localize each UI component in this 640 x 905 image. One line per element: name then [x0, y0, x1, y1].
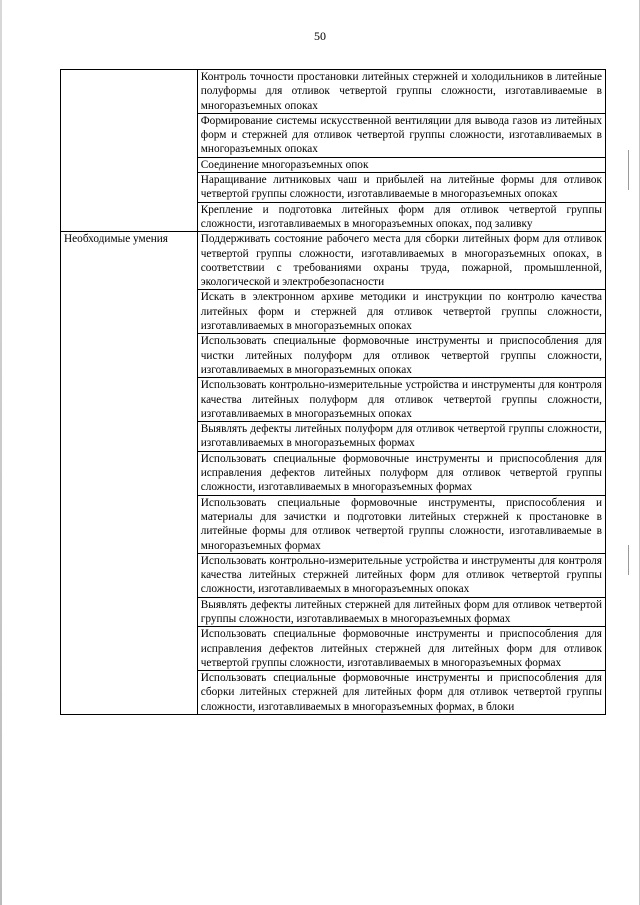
requirement-text: Использовать специальные формовочные инструменты и приспособления для исправления дефектов литейных стержней для литейных форм для отливок четвертой группы сложности, изготавливаемых в многоразъемных формах: [197, 627, 605, 671]
requirement-text: Искать в электронном архиве методики и инструкции по контролю качества литейных форм и стержней для отливок четвертой группы сложности, изготавливаемых в многоразъемных опоках: [197, 290, 605, 334]
requirement-text: Поддерживать состояние рабочего места для сборки литейных форм для отливок четвертой группы сложности, изготавливаемых в многоразъемных опоках, в соответствии с требованиями охраны труда, пожарной, промышленной, экологической и электробезопасности: [197, 232, 605, 290]
requirement-text: Использовать контрольно-измерительные устройства и инструменты для контроля качества литейных стержней литейных форм для отливок четвертой группы сложности, изготавливаемых в многоразъемных опоках: [197, 553, 605, 597]
table-row: [61, 70, 606, 114]
requirement-text: Использовать специальные формовочные инструменты и приспособления для чистки литейных полуформ для отливок четвертой группы сложности, изготавливаемых в многоразъемных опоках: [197, 334, 605, 378]
table-row: [61, 232, 606, 290]
requirement-text: Наращивание литниковых чаш и прибылей на литейные формы для отливок четвертой группы сложности, изготавливаемые в многоразъемных опоках: [197, 173, 605, 203]
requirement-text: Соединение многоразъемных опок: [197, 157, 605, 172]
requirement-text: Контроль точности простановки литейных стержней и холодильников в литейные полуформы для отливок четвертой группы сложности, изготавливаемые в многоразъемных опоках: [197, 70, 605, 114]
page-number: 50: [314, 29, 326, 43]
requirement-text: Использовать контрольно-измерительные устройства и инструменты для контроля качества литейных полуформ для отливок четвертой группы сложности, изготавливаемых в многоразъемных опоках: [197, 378, 605, 422]
section-label: Необходимые умения: [61, 232, 198, 715]
requirement-text: Крепление и подготовка литейных форм для отливок четвертой группы сложности, изготавливаемых в многоразъемных опоках, под заливку: [197, 202, 605, 232]
scan-edge-left: [0, 0, 2, 905]
scan-mark: [628, 545, 629, 575]
requirement-text: Использовать специальные формовочные инструменты и приспособления для сборки литейных стержней для литейных форм для отливок четвертой группы сложности, изготавливаемых в многоразъемных формах, в блоки: [197, 671, 605, 715]
section-label: [61, 70, 198, 232]
scan-mark: [628, 150, 629, 190]
requirement-text: Формирование системы искусственной вентиляции для вывода газов из литейных форм и стержней для отливок четвертой группы сложности, изготавливаемых в многоразъемных опоках: [197, 113, 605, 157]
requirement-text: Использовать специальные формовочные инструменты, приспособления и материалы для зачистки и подготовки литейных стержней к простановке в литейные формы для отливок четвертой группы сложности, изготавливаемые в многоразъемных формах: [197, 495, 605, 553]
requirements-table: [60, 69, 606, 715]
requirement-text: Выявлять дефекты литейных полуформ для отливок четвертой группы сложности, изготавливаемых в многоразъемных формах: [197, 422, 605, 452]
requirement-text: Выявлять дефекты литейных стержней для литейных форм для отливок четвертой группы сложности, изготавливаемых в многоразъемных формах: [197, 597, 605, 627]
requirement-text: Использовать специальные формовочные инструменты и приспособления для исправления дефектов литейных полуформ для отливок четвертой группы сложности, изготавливаемых в многоразъемных формах: [197, 451, 605, 495]
